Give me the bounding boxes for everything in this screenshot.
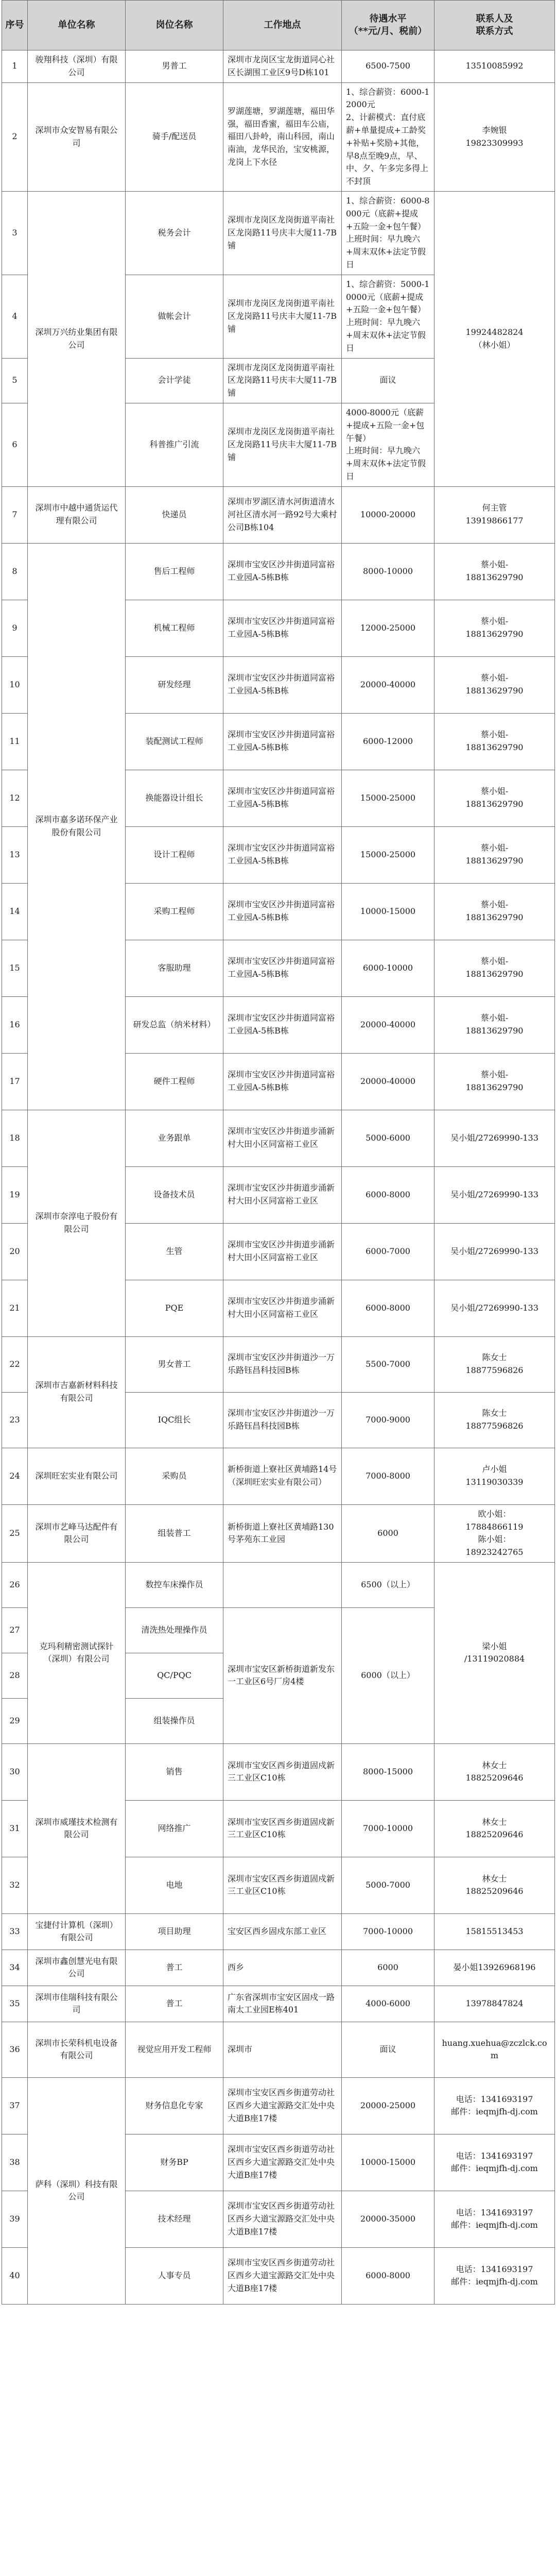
contact-info: 电话：1341693197 邮件：ieqmjfh-dj.com	[435, 2247, 555, 2304]
contact-info: 吴小姐/27269990-133	[435, 1280, 555, 1336]
company-name: 深圳市中越中通货运代理有限公司	[28, 486, 126, 543]
work-address: 广东省深圳市宝安区固戍一路南太工业园E栋401	[223, 1986, 342, 2022]
work-address: 深圳市宝安区沙井街道步涌新村大田小区同富裕工业区	[223, 1166, 342, 1223]
salary-level: 6000-12000	[342, 713, 435, 770]
salary-level: 20000-40000	[342, 656, 435, 713]
header-position: 岗位名称	[126, 1, 223, 50]
row-number: 17	[2, 1053, 28, 1110]
position-name: 设计工程师	[126, 826, 223, 883]
contact-info: 吴小姐/27269990-133	[435, 1110, 555, 1166]
position-name: 科普推广引流	[126, 403, 223, 486]
work-address: 罗湖莲塘，罗湖莲塘，福田华强，福田香蜜，福田车公庙，福田八卦岭，南山科园，南山南油，龙华民治，宝安桃源，龙岗上下水径	[223, 82, 342, 191]
row-number: 1	[2, 50, 28, 83]
position-name: 机械工程师	[126, 600, 223, 656]
company-name: 深圳市长荣科机电设备有限公司	[28, 2022, 126, 2077]
position-name: 男普工	[126, 50, 223, 83]
position-name: 生管	[126, 1223, 223, 1280]
header-salary	[342, 1, 435, 50]
company-name: 宝捷付计算机（深圳）有限公司	[28, 1913, 126, 1950]
row-number: 35	[2, 1986, 28, 2022]
row-number: 16	[2, 996, 28, 1053]
salary-level: 6000	[342, 1950, 435, 1986]
contact-info: 陈女士 18877596826	[435, 1336, 555, 1392]
position-name: 组装操作员	[126, 1698, 223, 1743]
row-number: 26	[2, 1562, 28, 1607]
work-address	[223, 1562, 342, 1607]
position-name: 换能器设计组长	[126, 770, 223, 826]
work-address: 深圳市	[223, 2022, 342, 2077]
position-name: 人事专员	[126, 2247, 223, 2304]
work-address: 深圳市宝安区沙井街道同富裕工业园A-5栋B栋	[223, 543, 342, 600]
work-address: 深圳市宝安区沙井街道步涌新村大田小区同富裕工业区	[223, 1223, 342, 1280]
work-address: 新桥街道上寮社区黄埔路14号（深圳旺宏实业有限公司）	[223, 1448, 342, 1504]
salary-level: 6500（以上）	[342, 1562, 435, 1607]
table-row	[2, 1504, 555, 1562]
work-address: 宝安区西乡固戍东部工业区	[223, 1913, 342, 1950]
contact-info: 蔡小姐- 18813629790	[435, 713, 555, 770]
row-number: 36	[2, 2022, 28, 2077]
work-address: 深圳市宝安区沙井街道沙一万乐路钰昌科技园B栋	[223, 1392, 342, 1448]
salary-level: 12000-25000	[342, 600, 435, 656]
salary-level: 6000（以上）	[342, 1607, 435, 1743]
salary-level: 5000-7000	[342, 1857, 435, 1913]
position-name: 采购员	[126, 1448, 223, 1504]
table-row	[2, 1562, 555, 1607]
position-name: 税务会计	[126, 191, 223, 275]
company-name: 深圳市佳瑞科技有限公司	[28, 1986, 126, 2022]
work-address: 深圳市宝安区西乡街道劳动社区西乡大道宝源路交汇处中央大道B座17楼	[223, 2191, 342, 2247]
header-address: 工作地点	[223, 1, 342, 50]
salary-level: 7000-10000	[342, 1800, 435, 1857]
header-contact-line1: 联系人及	[476, 13, 513, 24]
row-number: 29	[2, 1698, 28, 1743]
row-number: 5	[2, 358, 28, 403]
work-address: 深圳市龙岗区龙岗街道平南社区龙岗路11号庆丰大厦11-7B铺	[223, 403, 342, 486]
row-number: 11	[2, 713, 28, 770]
work-address: 深圳市宝安区沙井街道同富裕工业园A-5栋B栋	[223, 940, 342, 996]
salary-level: 15000-25000	[342, 826, 435, 883]
salary-level: 1、综合薪资：6000-12000元 2、计薪模式：直付底薪+单量提成+工龄奖+补贴+奖励+其他，早8点至晚9点，早、中、夕、午多完多得上不封顶	[342, 82, 435, 191]
position-name: PQE	[126, 1280, 223, 1336]
work-address: 深圳市宝安区沙井街道同富裕工业园A-5栋B栋	[223, 1053, 342, 1110]
work-address: 深圳市宝安区沙井街道同富裕工业园A-5栋B栋	[223, 996, 342, 1053]
position-name: 网络推广	[126, 1800, 223, 1857]
header-salary-line1: 待遇水平	[369, 13, 407, 24]
company-name: 萨科（深圳）科技有限公司	[28, 2077, 126, 2304]
position-name: 快递员	[126, 486, 223, 543]
contact-info: 林女士 18825209646	[435, 1743, 555, 1800]
position-name: 硬件工程师	[126, 1053, 223, 1110]
salary-level: 6000-10000	[342, 940, 435, 996]
salary-level: 4000-6000	[342, 1986, 435, 2022]
salary-level: 15000-25000	[342, 770, 435, 826]
contact-info: 卢小姐 13119030339	[435, 1448, 555, 1504]
company-name: 深圳万兴纺业集团有限公司	[28, 191, 126, 486]
row-number: 25	[2, 1504, 28, 1562]
table-row	[2, 2077, 555, 2134]
position-name: 组装普工	[126, 1504, 223, 1562]
position-name: 业务跟单	[126, 1110, 223, 1166]
work-address: 深圳市宝安区西乡街道劳动社区西乡大道宝源路交汇处中央大道B座17楼	[223, 2247, 342, 2304]
work-address: 深圳市宝安区沙井街道同富裕工业园A-5栋B栋	[223, 826, 342, 883]
position-name: 客服助理	[126, 940, 223, 996]
company-name: 深圳市奈淳电子股份有限公司	[28, 1110, 126, 1336]
header-contact-line2: 联系方式	[476, 26, 513, 37]
work-address: 深圳市宝安区西乡街道劳动社区西乡大道宝源路交汇处中央大道B座17楼	[223, 2077, 342, 2134]
row-number: 22	[2, 1336, 28, 1392]
work-address: 深圳市宝安区沙井街道同富裕工业园A-5栋B栋	[223, 713, 342, 770]
row-number: 7	[2, 486, 28, 543]
contact-info: 蔡小姐- 18813629790	[435, 770, 555, 826]
position-name: 电地	[126, 1857, 223, 1913]
work-address: 西乡	[223, 1950, 342, 1986]
position-name: 做帐会计	[126, 275, 223, 358]
table-row	[2, 1950, 555, 1986]
contact-info: 电话：1341693197 邮件：ieqmjfh-dj.com	[435, 2134, 555, 2191]
salary-level: 20000-40000	[342, 996, 435, 1053]
work-address: 深圳市罗湖区清水河街道清水河社区清水河一路92号大乘村公司B栋104	[223, 486, 342, 543]
row-number: 39	[2, 2191, 28, 2247]
contact-info: 吴小姐/27269990-133	[435, 1223, 555, 1280]
contact-info: 欧小姐： 17884866119 陈小姐： 18923242765	[435, 1504, 555, 1562]
position-name: 清洗热处理操作员	[126, 1607, 223, 1653]
salary-level: 7000-9000	[342, 1392, 435, 1448]
company-name: 骏翔科技（深圳）有限公司	[28, 50, 126, 83]
work-address: 深圳市宝安区西乡街道固戍新三工业区C10栋	[223, 1857, 342, 1913]
salary-level: 10000-15000	[342, 2134, 435, 2191]
row-number: 9	[2, 600, 28, 656]
row-number: 15	[2, 940, 28, 996]
contact-info: huang.xuehua@zczlck.com	[435, 2022, 555, 2077]
salary-level: 面议	[342, 2022, 435, 2077]
salary-level: 6500-7500	[342, 50, 435, 83]
header-num: 序号	[2, 1, 28, 50]
contact-info: 电话：1341693197 邮件：ieqmjfh-dj.com	[435, 2077, 555, 2134]
position-name: 项目助理	[126, 1913, 223, 1950]
row-number: 6	[2, 403, 28, 486]
row-number: 31	[2, 1800, 28, 1857]
row-number: 40	[2, 2247, 28, 2304]
row-number: 38	[2, 2134, 28, 2191]
position-name: 研发经理	[126, 656, 223, 713]
contact-info: 蔡小姐- 18813629790	[435, 883, 555, 940]
company-name: 深圳市艺峰马达配件有限公司	[28, 1504, 126, 1562]
work-address: 深圳市宝安区沙井街道同富裕工业园A-5栋B栋	[223, 770, 342, 826]
salary-level: 8000-15000	[342, 1743, 435, 1800]
row-number: 32	[2, 1857, 28, 1913]
row-number: 10	[2, 656, 28, 713]
work-address: 深圳市宝安区沙井街道同富裕工业园A-5栋B栋	[223, 600, 342, 656]
row-number: 13	[2, 826, 28, 883]
table-row	[2, 543, 555, 600]
company-name: 克玛利精密测试探针（深圳）有限公司	[28, 1562, 126, 1743]
position-name: QC/PQC	[126, 1653, 223, 1698]
row-number: 19	[2, 1166, 28, 1223]
contact-info: 电话：1341693197 邮件：ieqmjfh-dj.com	[435, 2191, 555, 2247]
row-number: 18	[2, 1110, 28, 1166]
row-number: 23	[2, 1392, 28, 1448]
table-body	[2, 50, 555, 2304]
contact-info: 蔡小姐- 18813629790	[435, 996, 555, 1053]
contact-info: 13510085992	[435, 50, 555, 83]
row-number: 28	[2, 1653, 28, 1698]
table-row	[2, 1986, 555, 2022]
contact-info: 13978847824	[435, 1986, 555, 2022]
contact-info: 林女士 18825209646	[435, 1800, 555, 1857]
table-row	[2, 486, 555, 543]
company-name: 深圳市威瑾技术检测有限公司	[28, 1743, 126, 1913]
salary-level: 6000-8000	[342, 1280, 435, 1336]
position-name: 数控车床操作员	[126, 1562, 223, 1607]
position-name: 视觉应用开发工程师	[126, 2022, 223, 2077]
salary-level: 4000-8000元（底薪+提成+五险一金+包午餐） 上班时间：早九晚六+周末双休+法定节假日	[342, 403, 435, 486]
table-row	[2, 1336, 555, 1392]
salary-level: 6000-8000	[342, 2247, 435, 2304]
contact-info: 蔡小姐- 18813629790	[435, 543, 555, 600]
header-company: 单位名称	[28, 1, 126, 50]
position-name: 财务BP	[126, 2134, 223, 2191]
position-name: 普工	[126, 1950, 223, 1986]
salary-level: 10000-20000	[342, 486, 435, 543]
salary-level: 20000-25000	[342, 2077, 435, 2134]
salary-level: 面议	[342, 358, 435, 403]
contact-info: 林女士 18825209646	[435, 1857, 555, 1913]
header-contact	[435, 1, 555, 50]
contact-info: 何主管 13919866177	[435, 486, 555, 543]
contact-info: 蔡小姐- 18813629790	[435, 600, 555, 656]
position-name: 普工	[126, 1986, 223, 2022]
table-row	[2, 2022, 555, 2077]
salary-level: 6000-7000	[342, 1223, 435, 1280]
work-address: 深圳市龙岗区龙岗街道平南社区龙岗路11号庆丰大厦11-7B铺	[223, 275, 342, 358]
salary-level: 5500-7000	[342, 1336, 435, 1392]
row-number: 3	[2, 191, 28, 275]
contact-info: 梁小姐 /13119020884	[435, 1562, 555, 1743]
contact-info: 李婉银 19823309993	[435, 82, 555, 191]
work-address: 深圳市宝安区沙井街道沙一万乐路钰昌科技园B栋	[223, 1336, 342, 1392]
row-number: 37	[2, 2077, 28, 2134]
salary-level: 20000-40000	[342, 1053, 435, 1110]
salary-level: 6000	[342, 1504, 435, 1562]
salary-level: 7000-8000	[342, 1448, 435, 1504]
row-number: 20	[2, 1223, 28, 1280]
position-name: 采购工程师	[126, 883, 223, 940]
work-address: 深圳市宝安区西乡街道劳动社区西乡大道宝源路交汇处中央大道B座17楼	[223, 2134, 342, 2191]
table-row	[2, 1913, 555, 1950]
contact-info: 15815513453	[435, 1913, 555, 1950]
contact-info: 蔡小姐- 18813629790	[435, 656, 555, 713]
position-name: 会计学徒	[126, 358, 223, 403]
contact-info: 陈女士 18877596826	[435, 1392, 555, 1448]
salary-level: 6000-8000	[342, 1166, 435, 1223]
contact-info: 吴小姐/27269990-133	[435, 1166, 555, 1223]
contact-info: 19924482824 （林小姐）	[435, 191, 555, 486]
table-row	[2, 1110, 555, 1166]
work-address: 深圳市龙岗区龙岗街道平南社区龙岗路11号庆丰大厦11-7B铺	[223, 191, 342, 275]
work-address: 深圳市龙岗区龙岗街道平南社区龙岗路11号庆丰大厦11-7B铺	[223, 358, 342, 403]
position-name: 男女普工	[126, 1336, 223, 1392]
row-number: 14	[2, 883, 28, 940]
work-address: 深圳市宝安区沙井街道同富裕工业园A-5栋B栋	[223, 656, 342, 713]
salary-level: 1、综合薪资：5000-10000元（底薪+提成+五险一金+包午餐） 上班时间：早九晚六+周末双休+法定节假日	[342, 275, 435, 358]
table-header-row	[2, 1, 555, 50]
table-row	[2, 191, 555, 275]
row-number: 30	[2, 1743, 28, 1800]
row-number: 27	[2, 1607, 28, 1653]
position-name: 销售	[126, 1743, 223, 1800]
position-name: 骑手/配送员	[126, 82, 223, 191]
salary-level: 10000-15000	[342, 883, 435, 940]
work-address: 深圳市宝安区沙井街道同富裕工业园A-5栋B栋	[223, 883, 342, 940]
position-name: 技术经理	[126, 2191, 223, 2247]
contact-info: 蔡小姐- 18813629790	[435, 940, 555, 996]
position-name: IQC组长	[126, 1392, 223, 1448]
row-number: 21	[2, 1280, 28, 1336]
company-name: 深圳市鑫创慧光电有限公司	[28, 1950, 126, 1986]
table-row	[2, 50, 555, 83]
position-name: 售后工程师	[126, 543, 223, 600]
row-number: 24	[2, 1448, 28, 1504]
salary-level: 7000-10000	[342, 1913, 435, 1950]
header-salary-line2: （**元/月、税前）	[349, 26, 427, 37]
contact-info: 蔡小姐- 18813629790	[435, 1053, 555, 1110]
table-row	[2, 82, 555, 191]
row-number: 12	[2, 770, 28, 826]
row-number: 8	[2, 543, 28, 600]
work-address: 新桥街道上寮社区黄埔路130号茅苑东工业园	[223, 1504, 342, 1562]
work-address: 深圳市龙岗区宝龙街道同心社区长湖围工业区9号D栋101	[223, 50, 342, 83]
salary-level: 5000-6000	[342, 1110, 435, 1166]
salary-level: 8000-10000	[342, 543, 435, 600]
company-name: 深圳旺宏实业有限公司	[28, 1448, 126, 1504]
position-name: 装配测试工程师	[126, 713, 223, 770]
work-address: 深圳市宝安区沙井街道步涌新村大田小区同富裕工业区	[223, 1110, 342, 1166]
salary-level: 20000-35000	[342, 2191, 435, 2247]
work-address: 深圳市宝安区西乡街道固戍新三工业区C10栋	[223, 1743, 342, 1800]
salary-level: 1、综合薪资：6000-8000元（底薪+提成+五险一金+包午餐） 上班时间：早九晚六+周末双休+法定节假日	[342, 191, 435, 275]
row-number: 33	[2, 1913, 28, 1950]
company-name: 深圳市吉嘉新材料科技有限公司	[28, 1336, 126, 1448]
company-name: 深圳市众安智易有限公司	[28, 82, 126, 191]
contact-info: 晏小姐13926968196	[435, 1950, 555, 1986]
row-number: 4	[2, 275, 28, 358]
table-row	[2, 1743, 555, 1800]
position-name: 设备技术员	[126, 1166, 223, 1223]
work-address: 深圳市宝安区西乡街道固戍新三工业区C10栋	[223, 1800, 342, 1857]
work-address: 深圳市宝安区新桥街道新发东一工业区6号厂房4楼	[223, 1607, 342, 1743]
job-listing-table	[2, 0, 555, 2304]
contact-info: 蔡小姐- 18813629790	[435, 826, 555, 883]
work-address: 深圳市宝安区沙井街道步涌新村大田小区同富裕工业区	[223, 1280, 342, 1336]
company-name: 深圳市嘉多诺环保产业股份有限公司	[28, 543, 126, 1110]
row-number: 34	[2, 1950, 28, 1986]
row-number: 2	[2, 82, 28, 191]
table-row	[2, 1448, 555, 1504]
position-name: 财务信息化专家	[126, 2077, 223, 2134]
position-name: 研发总监（纳米材料）	[126, 996, 223, 1053]
